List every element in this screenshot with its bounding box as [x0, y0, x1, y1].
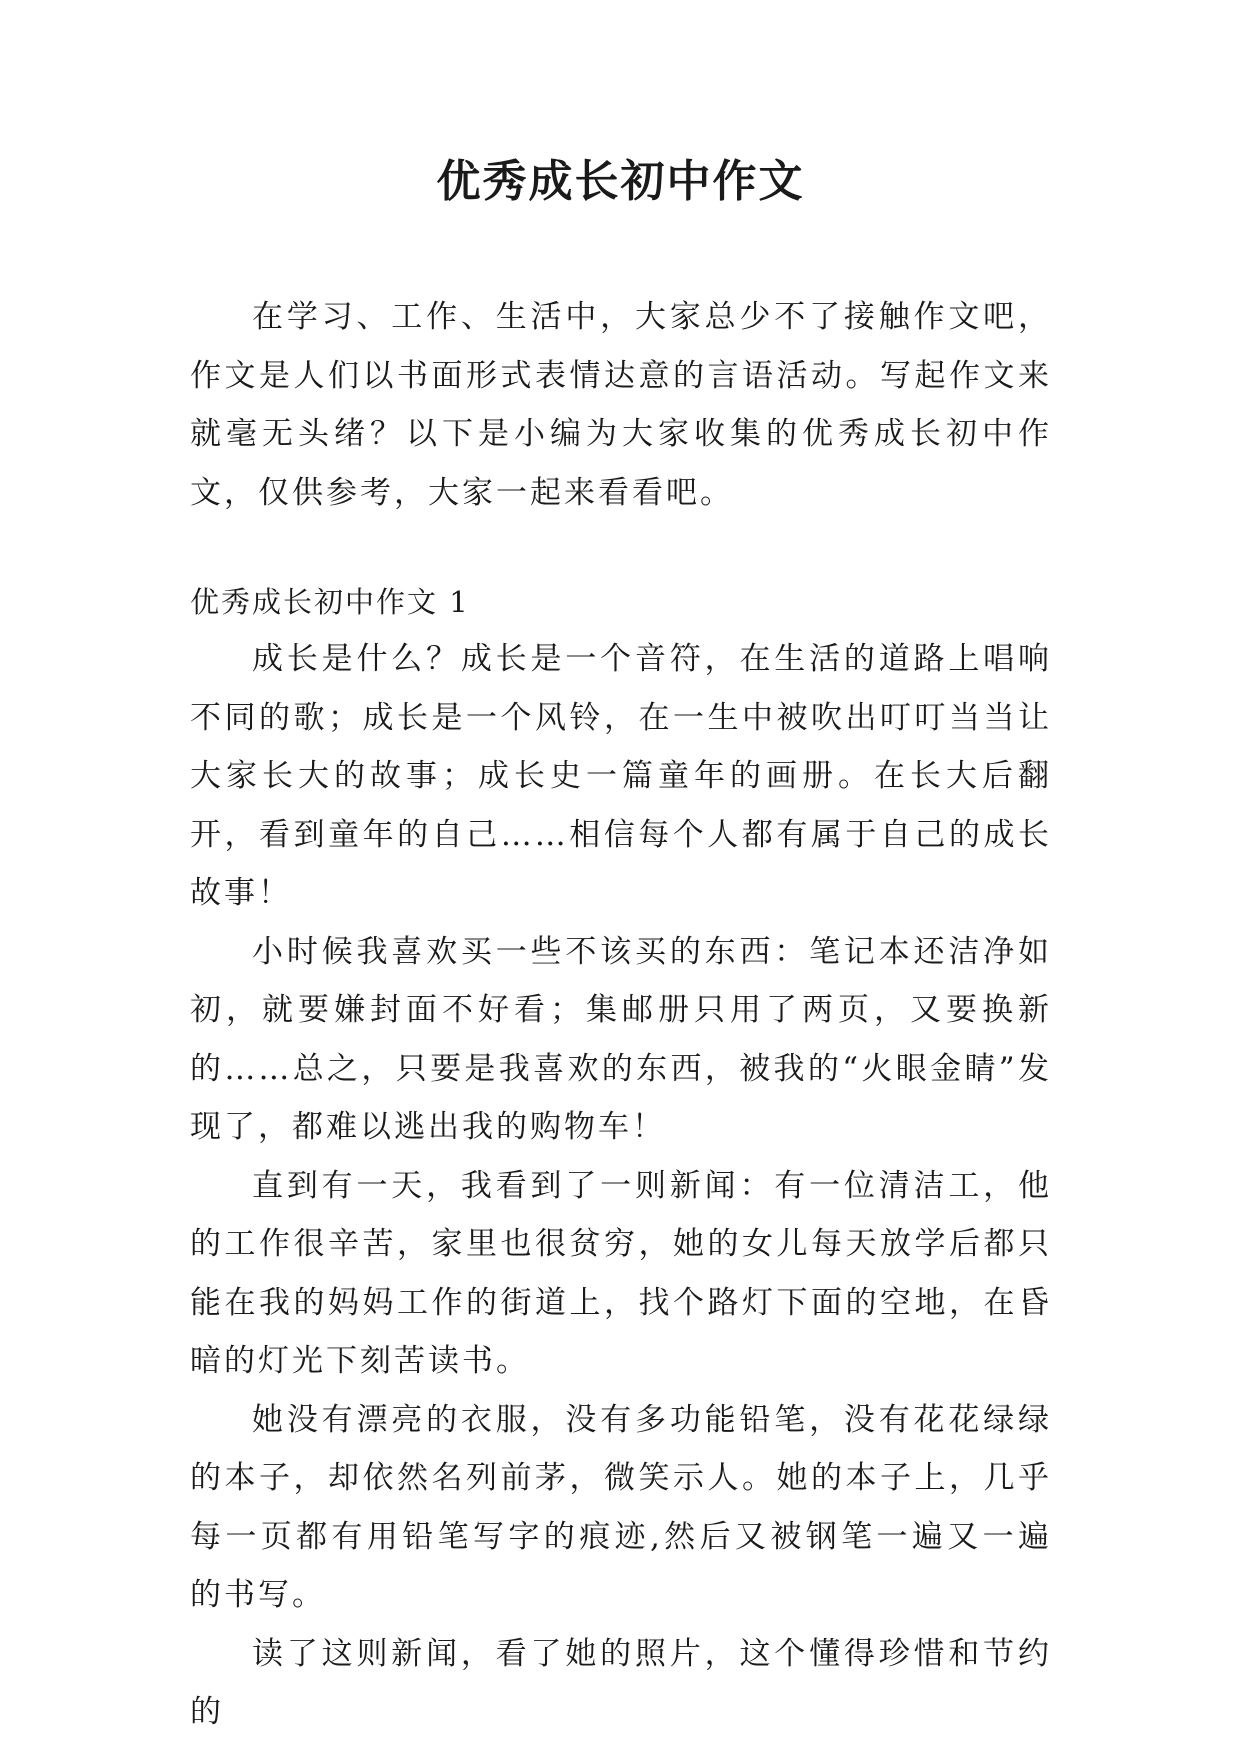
intro-paragraph: 在学习、工作、生活中，大家总少不了接触作文吧，作文是人们以书面形式表情达意的言语活动。写起作文来就毫无头绪？以下是小编为大家收集的优秀成长初中作文，仅供参考，大家一起来看看吧。 — [190, 299, 1052, 511]
body-paragraph: 读了这则新闻，看了她的照片，这个懂得珍惜和节约的 — [190, 1635, 1052, 1730]
document-body — [190, 288, 1052, 1742]
body-paragraph: 成长是什么？成长是一个音符，在生活的道路上唱响不同的歌；成长是一个风铃，在一生中被吹出叮叮当当让大家长大的故事；成长史一篇童年的画册。在长大后翻开，看到童年的自己……相信每个人都有属于自己的成长故事！ — [190, 641, 1052, 911]
document-title: 优秀成长初中作文 — [436, 156, 805, 207]
body-paragraph: 小时候我喜欢买一些不该买的东西：笔记本还洁净如初，就要嫌封面不好看；集邮册只用了两页，又要换新的……总之，只要是我喜欢的东西，被我的“火眼金睛”发现了，都难以逃出我的购物车！ — [190, 933, 1052, 1145]
body-paragraph: 直到有一天，我看到了一则新闻：有一位清洁工，他的工作很辛苦，家里也很贫穷，她的女儿每天放学后都只能在我的妈妈工作的街道上，找个路灯下面的空地，在昏暗的灯光下刻苦读书。 — [190, 1167, 1052, 1379]
body-paragraph: 她没有漂亮的衣服，没有多功能铅笔，没有花花绿绿的本子，却依然名列前茅，微笑示人。她的本子上，几乎每一页都有用铅笔写字的痕迹,然后又被钢笔一遍又一遍的书写。 — [190, 1401, 1052, 1613]
section-heading: 优秀成长初中作文 1 — [190, 585, 470, 619]
